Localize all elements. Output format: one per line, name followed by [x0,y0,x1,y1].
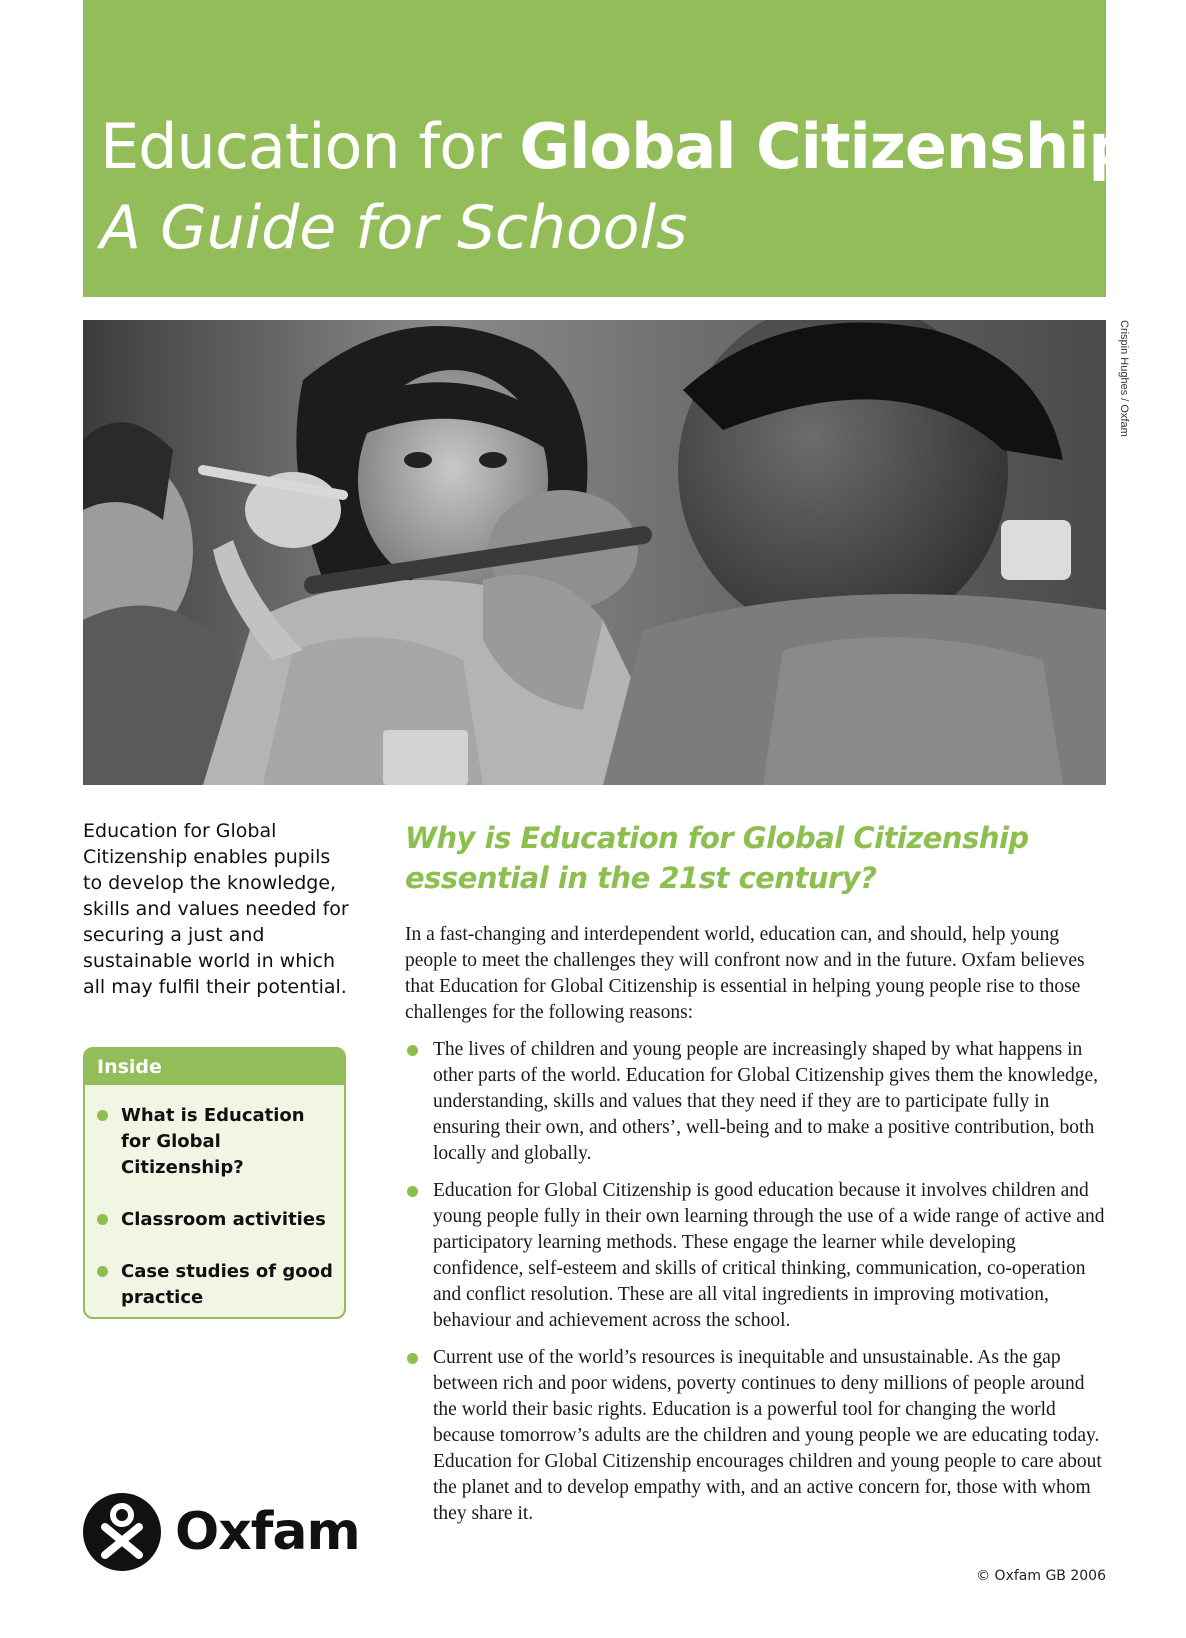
inside-item-label: Classroom activities [121,1209,326,1230]
title-regular: Education for [100,110,520,183]
bullet-dot-icon [97,1214,108,1225]
intro-paragraph: Education for Global Citizenship enables pupils to develop the knowledge, skills and values needed for securing a just and sustainable world in which all may fulfil their potential. [83,820,349,998]
section-heading: Why is Education for Global Citizenship essential in the 21st century? [405,821,1029,895]
inside-list [85,1085,344,1311]
reasons-list [405,1037,1107,1527]
oxfam-wordmark: Oxfam [175,1502,360,1562]
classroom-photo-illustration [83,320,1106,785]
title-banner [83,0,1132,297]
document-subtitle: A Guide for Schools [100,193,688,263]
inside-item [97,1207,334,1233]
bullet-dot-icon [407,1045,418,1056]
inside-item [97,1259,334,1311]
main-body [405,922,1107,1538]
reason-text: Education for Global Citizenship is good education because it involves children and young people fully in their own learning through the use of a wide range of active and participatory learning methods. These engage the learner while developing confidence, self-esteem and skills of critical thinking, communication, co-operation and conflict resolution. These are all vital ingredients in improving motivation, behaviour and achievement across the school. [433,1180,1105,1331]
photo-credit: Crispin Hughes / Oxfam [1118,320,1130,437]
document-title [100,110,1132,184]
oxfam-logo [83,1493,363,1573]
inside-item-label: Case studies of good practice [121,1261,333,1308]
reason-item [405,1178,1107,1334]
inside-heading: Inside [85,1049,344,1085]
bullet-dot-icon [97,1266,108,1277]
bullet-dot-icon [407,1353,418,1364]
cover-photo [83,320,1106,785]
inside-item [97,1103,334,1181]
inside-item-label: What is Education for Global Citizenship? [121,1105,305,1178]
title-bold: Global Citizenship [519,110,1132,183]
oxfam-figure-icon [83,1493,161,1571]
reason-text: Current use of the world’s resources is inequitable and unsustainable. As the gap between rich and poor widens, poverty continues to deny millions of people around the world their basic rights. Education is a powerful tool for changing the world because tomorrow’s adults are the children and young people we are educating today. Education for Global Citizenship encourages children and young people to care about the planet and to develop empathy with, and an active concern for, those with whom they share it. [433,1347,1102,1524]
bullet-dot-icon [407,1186,418,1197]
bullet-dot-icon [97,1110,108,1121]
reason-item [405,1345,1107,1527]
reason-item [405,1037,1107,1167]
main-intro: In a fast-changing and interdependent world, education can, and should, help young people to meet the challenges they will confront now and in the future. Oxfam believes that Education for Global Citizenship is essential in helping young people rise to those challenges for the following reasons: [405,924,1085,1023]
copyright-notice: © Oxfam GB 2006 [976,1568,1106,1584]
reason-text: The lives of children and young people are increasingly shaped by what happens in other parts of the world. Education for Global Citizenship gives them the knowledge, understanding, skills and values that they need if they are to participate fully in ensuring their own, and others’, well-being and to make a positive contribution, both locally and globally. [433,1039,1099,1164]
inside-box [83,1047,346,1319]
